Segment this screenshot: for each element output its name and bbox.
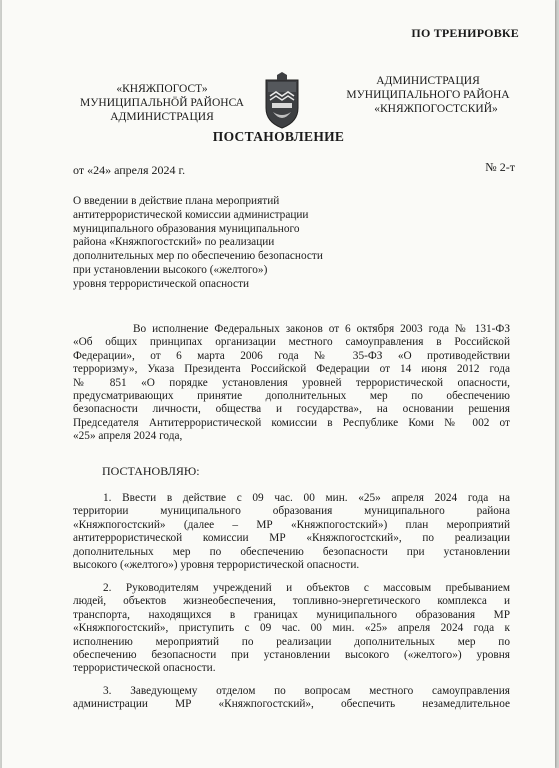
preamble-line: предусматривающих принятие дополнительных мер по обеспечению [73,390,510,403]
header-left-line: АДМИНИСТРАЦИЯ [110,111,214,123]
preamble-line: № 851 «О порядке установления уровней террористической опасности, [73,376,510,389]
header-left [46,82,278,124]
preamble-line: Председателя Антитеррористической комиссии в Республике Коми № 002 от [73,416,510,429]
item-line: «Княжпогостский» (далее – МР «Княжпогостский») план мероприятий [73,518,510,531]
decree-item-2 [73,582,510,676]
item-line: антитеррористической комиссии МР «Княжпогостский», по реализации [73,532,510,545]
preamble-line: «25» апреля 2024 года, [73,430,183,443]
subject-line: антитеррористической комиссии администрации [73,208,309,221]
header-right-line: АДМИНИСТРАЦИЯ [376,75,480,87]
decree-item-1 [73,492,510,572]
header-left-line: «КНЯЖПОГОСТ» [116,83,208,95]
header-right-line: «КНЯЖПОГОСТСКИЙ» [374,103,498,115]
header-left-line: МУНИЦИПАЛЬНÖЙ РАЙОНСА [80,97,244,109]
item-line: 2. Руководителям учреждений и объектов с массовым пребыванием [103,582,510,594]
subject-line: района «Княжпогостский» по реализации [73,236,275,249]
subject-line: муниципального образования муниципального [73,222,300,235]
document-title: ПОСТАНОВЛЕНИЕ [212,129,345,144]
document-date: от «24» апреля 2024 г. [73,163,186,177]
subject-line: уровня террористической опасности [73,277,250,290]
decree-heading: ПОСТАНОВЛЯЮ: [102,464,200,478]
coat-of-arms-emblem [262,72,302,130]
document-subject [73,195,393,292]
item-line: транспорта, находящихся в границах муниципального образования МР [73,608,510,621]
item-line: 1. Ввести в действие с 09 час. 00 мин. «25» апреля 2024 года на [103,492,510,504]
preamble-line: Во исполнение Федеральных законов от 6 октября 2003 года № 131-ФЗ [133,323,510,335]
subject-line: О введении в действие плана мероприятий [73,195,280,207]
item-line: террористической опасности. [73,662,216,675]
item-line: людей, объектов жизнеобеспечения, топливно-энергетического комплекса и [73,595,510,608]
header-right-line: МУНИЦИПАЛЬНОГО РАЙОНА [346,89,510,101]
preamble-line: терроризму», Указа Президента Российской Федерации от 14 июня 2012 года [73,363,510,376]
item-line: исполнению мероприятий по реализации дополнительных мер по [73,635,510,648]
document-number: № 2-т [485,160,515,174]
subject-line: при установлении высокого («желтого») [73,263,268,276]
header-right [332,74,524,116]
item-line: обеспечению безопасности при установлении высокого («желтого») уровня [73,649,510,662]
item-line: дополнительных мер по обеспечению безопасности при установлении [73,545,510,558]
document-page [2,0,555,768]
item-line: администрации МР «Княжпогостский», обеспечить незамедлительное [73,698,510,711]
preamble-line: Федерации», от 6 марта 2006 года № 35-ФЗ «О противодействии [73,349,510,362]
subject-line: дополнительных мер по обеспечению безопасности [73,250,323,263]
decree-item-3 [73,685,510,712]
preamble-line: безопасности личности, общества и государства», на основании решения [73,403,510,416]
item-line: 3. Заведующему отделом по вопросам местного самоуправления [103,685,510,697]
preamble-paragraph [73,323,510,444]
item-line: высокого («желтого») уровня террористической опасности. [73,559,360,572]
preamble-line: «Об общих принципах организации местного самоуправления в Российской [73,336,510,349]
item-line: «Княжпогостский», приступить с 09 час. 00 мин. «25» апреля 2024 года к [73,622,510,635]
item-line: территории муниципального образования муниципального района [73,505,510,518]
training-stamp: ПО ТРЕНИРОВКЕ [411,26,519,40]
